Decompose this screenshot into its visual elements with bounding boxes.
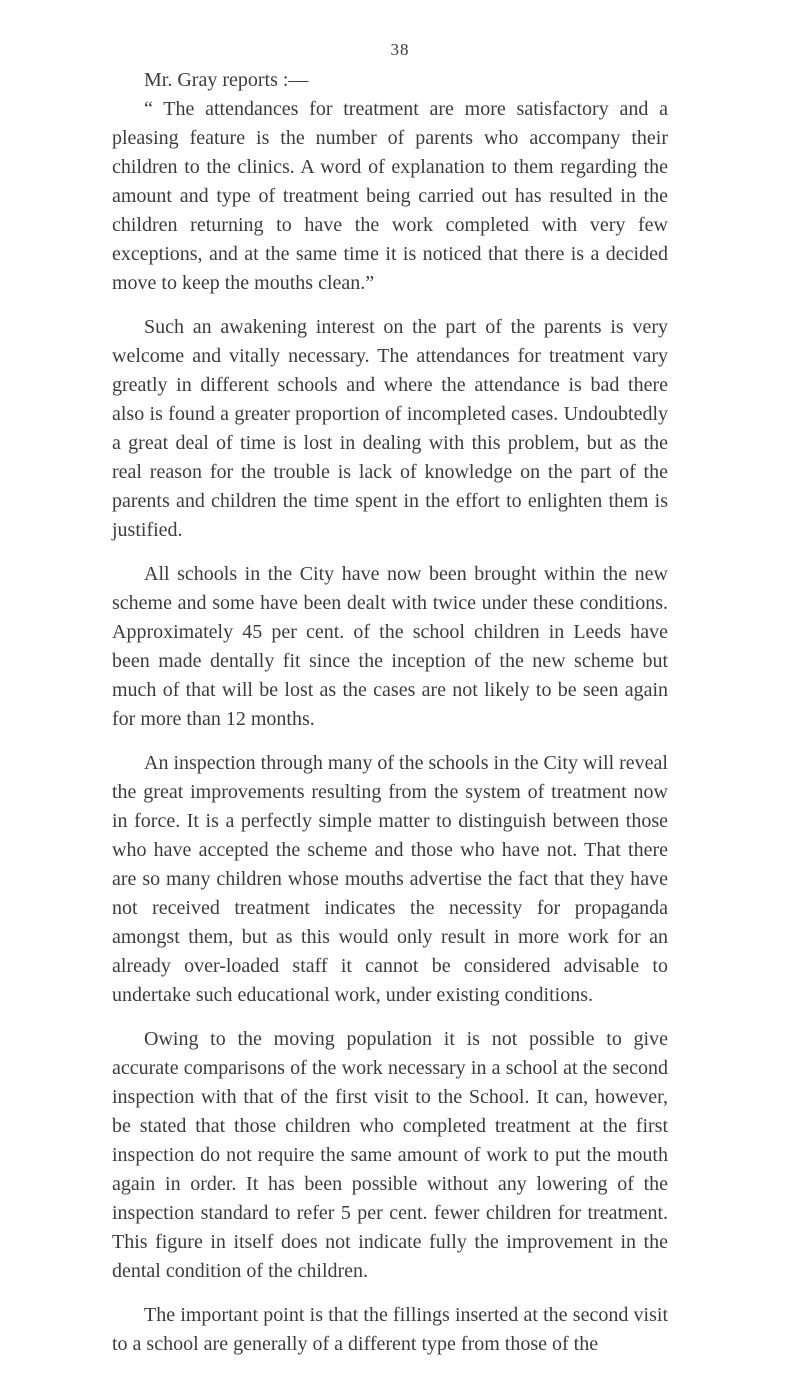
paragraph-awakening-interest: Such an awakening interest on the part of the parents is very welcome and vitally necessary. The attendances for treatment vary greatly in different schools and where the attendance is bad there also is found a greater proportion of incompleted cases. Undoubtedly a great deal of time is lost in dealing with this problem, but as the real reason for the trouble is lack of knowledge on the part of the parents and children the time spent in the effort to enlighten them is justified. <box>112 316 668 541</box>
page-number: 38 <box>390 40 410 59</box>
paragraph-moving-population: Owing to the moving population it is not possible to give accurate comparisons of the work necessary in a school at the second inspection with that of the first visit to the School. It can, however, be stated that those children who completed treatment at the first inspection do not require the same amount of work to put the mouth again in order. It has been possible without any lowering of the inspection standard to refer 5 per cent. fewer children for treatment. This figure in itself does not indicate fully the improvement in the dental condition of the children. <box>112 1028 668 1282</box>
body-text <box>112 66 668 1374</box>
paragraph-inspection: An inspection through many of the schools in the City will reveal the great improvements resulting from the system of treatment now in force. It is a perfectly simple matter to distinguish between those who have accepted the scheme and those who have not. That there are so many children whose mouths advertise the fact that they have not received treatment indicates the necessity for propaganda amongst them, but as this would only result in more work for an already over-loaded staff it cannot be considered advisable to undertake such educational work, under existing conditions. <box>112 752 668 1006</box>
paragraph-quote: “ The attendances for treatment are more satisfactory and a pleasing feature is the number of parents who accompany their children to the clinics. A word of explanation to them regarding the amount and type of treatment being carried out has resulted in the children returning to have the work completed with very few exceptions, and at the same time it is noticed that there is a decided move to keep the mouths clean.” <box>112 98 668 294</box>
intro-line: Mr. Gray reports :— <box>144 69 309 91</box>
paragraph-new-scheme: All schools in the City have now been brought within the new scheme and some have been dealt with twice under these conditions. Approximately 45 per cent. of the school children in Leeds have been made dentally fit since the inception of the new scheme but much of that will be lost as the cases are not likely to be seen again for more than 12 months. <box>112 563 668 730</box>
paragraph-fillings: The important point is that the fillings inserted at the second visit to a school are generally of a different type from those of the <box>112 1304 668 1355</box>
